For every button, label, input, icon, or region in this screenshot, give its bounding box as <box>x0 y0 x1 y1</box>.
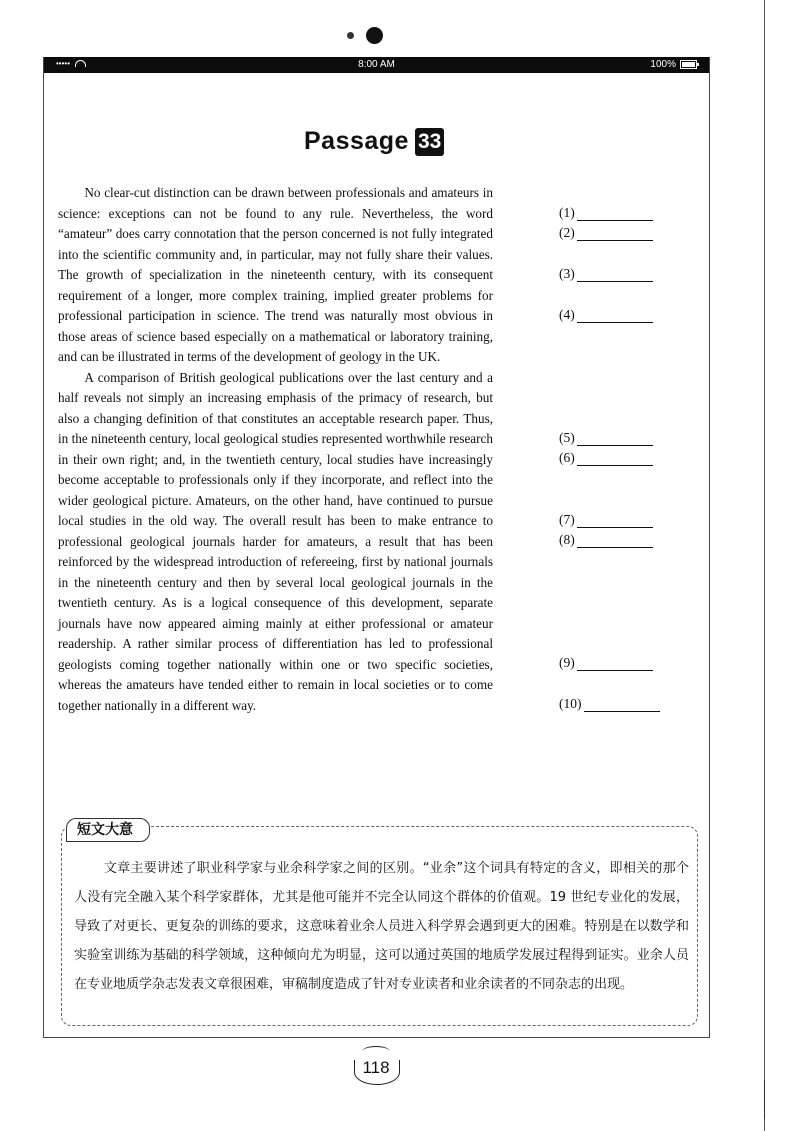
blank-label: (8) <box>559 532 575 547</box>
title-word: Passage <box>304 127 409 155</box>
answer-blank-8[interactable] <box>559 532 653 548</box>
passage-text <box>58 183 493 716</box>
page-number-arc <box>362 1046 390 1057</box>
blank-label: (9) <box>559 655 575 670</box>
camera-sensor-icon <box>347 32 354 39</box>
status-time: 8:00 AM <box>358 59 395 70</box>
blank-line <box>577 208 653 221</box>
blank-line <box>584 699 660 712</box>
margin-rule <box>764 0 765 1131</box>
blank-label: (2) <box>559 225 575 240</box>
answer-blank-3[interactable] <box>559 266 653 282</box>
margin-tick <box>758 1080 765 1118</box>
answer-blank-2[interactable] <box>559 225 653 241</box>
blank-line <box>577 658 653 671</box>
blank-label: (10) <box>559 696 582 711</box>
blank-line <box>577 228 653 241</box>
signal-icon: ••••• <box>56 59 71 68</box>
battery-icon <box>680 60 697 69</box>
blank-line <box>577 535 653 548</box>
answer-blank-9[interactable] <box>559 655 653 671</box>
answer-blank-10[interactable] <box>559 696 660 712</box>
page-number-value: 118 <box>362 1058 390 1077</box>
answer-blank-1[interactable] <box>559 205 653 221</box>
blank-line <box>577 269 653 282</box>
battery-percent: 100% <box>650 59 676 70</box>
summary-paragraph: 文章主要讲述了职业科学家与业余科学家之间的区别。“业余”这个词具有特定的含义，即相关的那个人没有完全融入某个科学家群体，尤其是他可能并不完全认同这个群体的价值观。19 世纪专业化的发展，导致了对更长、更复杂的训练的要求，这意味着业余人员进入科学界会遇到更大的困难。特别是在以数学和实验室训练为基础的科学领域，这种倾向尤为明显，这可以通过英国的地质学发展过程得到证实。业余人员在专业地质学杂志发表文章很困难，审稿制度造成了针对专业读者和业余读者的不同杂志的出现。 <box>74 861 689 992</box>
answer-blank-4[interactable] <box>559 307 653 323</box>
blank-line <box>577 310 653 323</box>
blank-line <box>577 453 653 466</box>
summary-text <box>74 854 689 999</box>
summary-box <box>61 822 698 1026</box>
passage-paragraph-1: No clear-cut distinction can be drawn between professionals and amateurs in science: exceptions can not be found to any rule. Nevertheless, the word “amateur” does carry connotation that the person concerned is not fully integrated into the scientific community and, in particular, may not fully share their values. The growth of specialization in the nineteenth century, with its consequent requirement of a longer, more complex training, implied greater problems for professional participation in science. The trend was naturally most obvious in those areas of science based especially on a mathematical or laboratory training, and can be illustrated in terms of the development of geology in the UK. <box>58 185 493 364</box>
blank-line <box>577 433 653 446</box>
blank-line <box>577 515 653 528</box>
answer-blank-5[interactable] <box>559 430 653 446</box>
blank-label: (1) <box>559 205 575 220</box>
answer-blank-7[interactable] <box>559 512 653 528</box>
blank-label: (7) <box>559 512 575 527</box>
title-number-badge: 33 <box>415 128 444 156</box>
answer-blank-6[interactable] <box>559 450 653 466</box>
passage-paragraph-2: A comparison of British geological publications over the last century and a half reveals not simply an increasing emphasis of the primacy of research, but also a changing definition of that constitutes an acceptable research paper. Thus, in the nineteenth century, local geological studies represented worthwhile research in their own right; and, in the twentieth century, local studies have increasingly become acceptable to professionals only if they incorporate, and reflect into the wider geological picture. Amateurs, on the other hand, have continued to pursue local studies in the old way. The overall result has been to make entrance to professional geological journals harder for amateurs, a result that has been reinforced by the widespread introduction of refereeing, first by national journals in the nineteenth century and then by several local geological journals in the twentieth century. As is a logical consequence of this development, separate journals have now appeared aiming mainly at either professional or amateur readership. A rather similar process of differentiation has led to professional geologists coming together nationally within one or two specific societies, whereas the amateurs have tended either to remain in local societies or to come together nationally in a different way. <box>58 369 493 713</box>
page-title <box>304 127 444 156</box>
camera-lens-icon <box>366 27 383 44</box>
summary-label: 短文大意 <box>66 818 150 842</box>
blank-label: (5) <box>559 430 575 445</box>
page-number <box>352 1046 400 1086</box>
blank-label: (6) <box>559 450 575 465</box>
status-bar <box>44 57 709 73</box>
blank-label: (4) <box>559 307 575 322</box>
device-screen <box>43 57 710 1038</box>
status-right <box>650 59 697 70</box>
blank-label: (3) <box>559 266 575 281</box>
